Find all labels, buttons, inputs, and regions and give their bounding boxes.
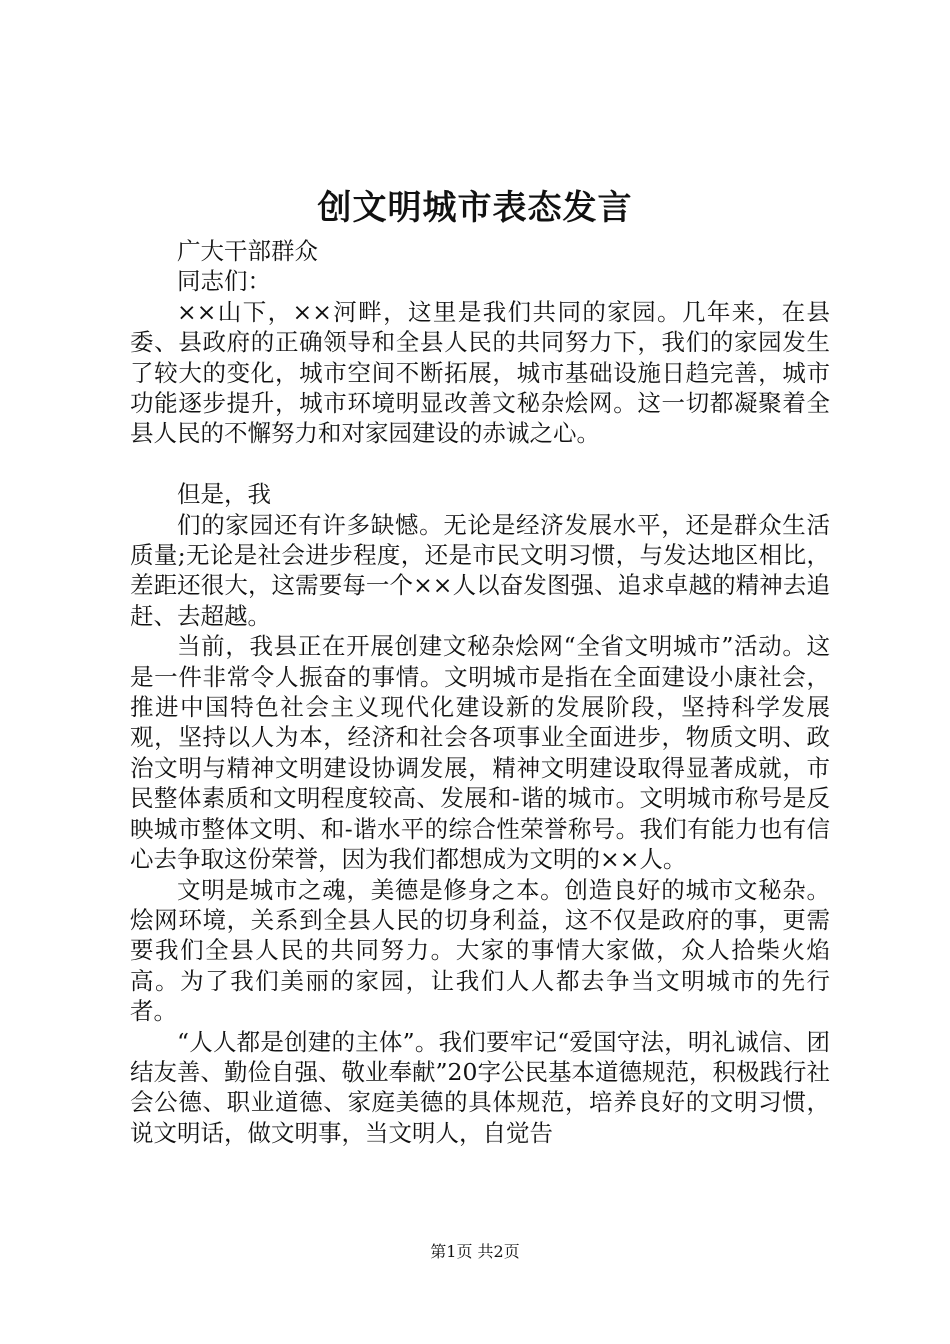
salutation-line: 广大干部群众 xyxy=(177,237,318,265)
document-title: 创文明城市表态发言 xyxy=(317,188,633,228)
body-paragraph: 文明是城市之魂，美德是修身之本。创造良好的城市文秘杂。烩网环境，关系到全县人民的切身利益，这不仅是政府的事，更需要我们全县人民的共同努力。大家的事情大家做，众人拾柴火焰高。为了我们美丽的家园，让我们人人都去争当文明城市的先行者。 xyxy=(130,875,830,1026)
body-paragraph: 但是，我 xyxy=(177,480,271,509)
body-paragraph: ××山下，××河畔，这里是我们共同的家园。几年来，在县委、县政府的正确领导和全县人民的共同努力下，我们的家园发生了较大的变化，城市空间不断拓展，城市基础设施日趋完善，城市功能逐步提升，城市环境明显改善文秘杂烩网。这一切都凝聚着全县人民的不懈努力和对家园建设的赤诚之心。 xyxy=(130,297,830,448)
body-paragraph: 当前，我县正在开展创建文秘杂烩网“全省文明城市”活动。这是一件非常令人振奋的事情。文明城市是指在全面建设小康社会，推进中国特色社会主义现代化建设新的发展阶段，坚持科学发展观，坚持以人为本，经济和社会各项事业全面进步，物质文明、政治文明与精神文明建设协调发展，精神文明建设取得显著成就，市民整体素质和文明程度较高、发展和-谐的城市。文明城市称号是反映城市整体文明、和-谐水平的综合性荣誉称号。我们有能力也有信心去争取这份荣誉，因为我们都想成为文明的××人。 xyxy=(130,632,830,874)
salutation-line: 同志们： xyxy=(177,267,271,296)
document-body xyxy=(130,236,830,1148)
page-footer: 第1页 共2页 xyxy=(430,1242,520,1261)
paragraph-spacer xyxy=(130,449,830,479)
body-paragraph: 们的家园还有许多缺憾。无论是经济发展水平，还是群众生活质量;无论是社会进步程度，还是市民文明习惯，与发达地区相比，差距还很大，这需要每一个××人以奋发图强、追求卓越的精神去追赶、去超越。 xyxy=(130,510,830,630)
body-paragraph: “人人都是创建的主体”。我们要牢记“爱国守法，明礼诚信、团结友善、勤俭自强、敬业奉献”20字公民基本道德规范，积极践行社会公德、职业道德、家庭美德的具体规范，培养良好的文明习惯，说文明话，做文明事，当文明人，自觉告 xyxy=(130,1027,830,1147)
